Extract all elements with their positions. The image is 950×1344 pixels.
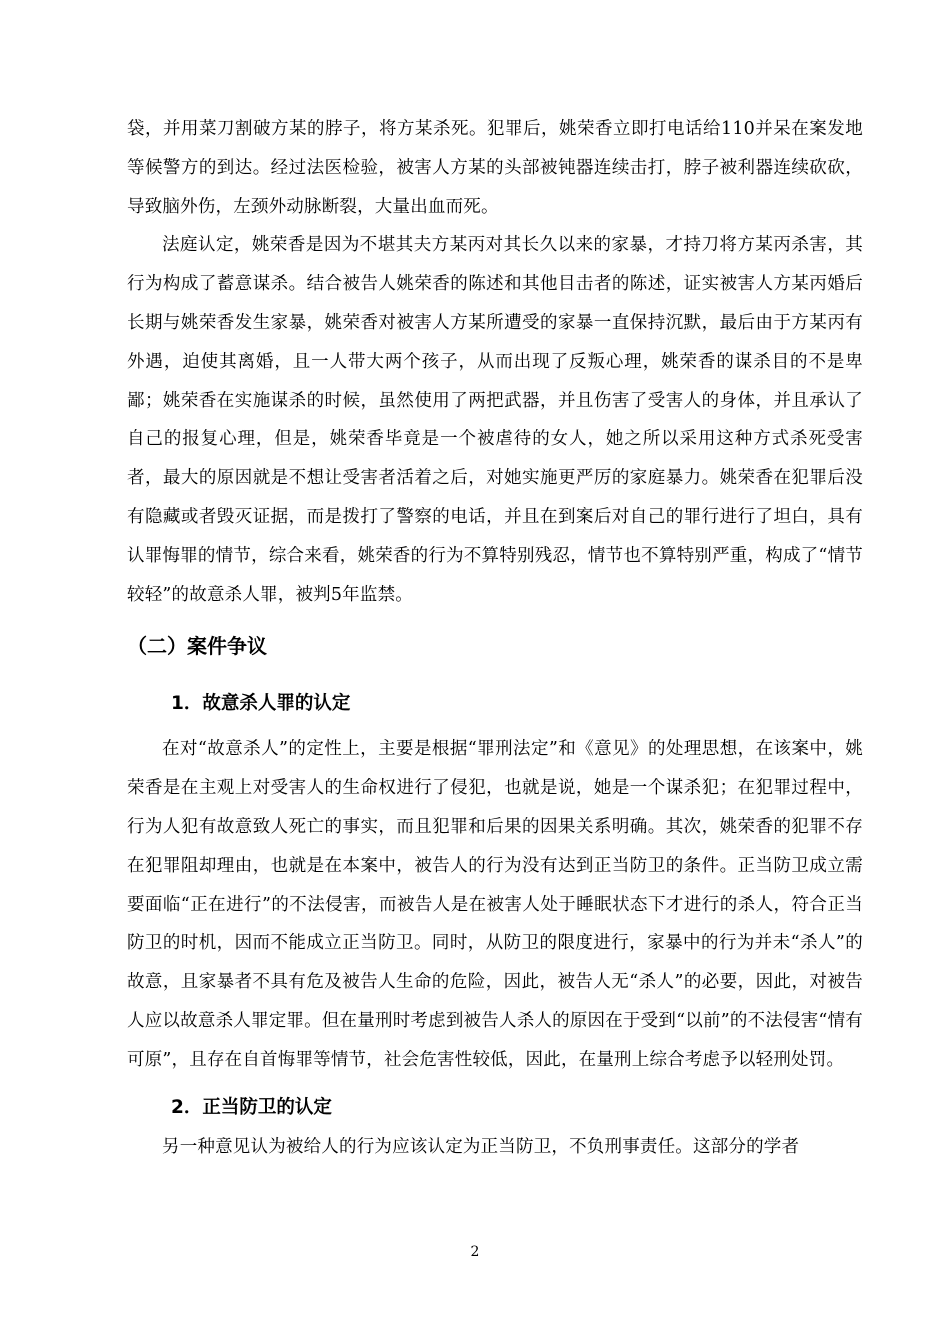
body-paragraph-1: 袋，并用菜刀割破方某的脖子，将方某杀死。犯罪后，姚荣香立即打电话给110并呆在案发地等候警方的到达。经过法医检验，被害人方某的头部被钝器连续击打，脖子被利器连续砍砍，导致脑外伤，左颈外动脉断裂，大量出血而死。 xyxy=(127,119,863,217)
body-paragraph-3: 在对“故意杀人”的定性上，主要是根据“罪刑法定”和《意见》的处理思想，在该案中，姚荣香是在主观上对受害人的生命权进行了侵犯，也就是说，她是一个谋杀犯；在犯罪过程中，行为人犯有故意致人死亡的事实，而且犯罪和后果的因果关系明确。其次，姚荣香的犯罪不存在犯罪阻却理由，也就是在本案中，被告人的行为没有达到正当防卫的条件。正当防卫成立需要面临“正在进行”的不法侵害，而被告人是在被害人处于睡眠状态下才进行的杀人，符合正当防卫的时机，因而不能成立正当防卫。同时，从防卫的限度进行，家暴中的行为并未“杀人”的故意，且家暴者不具有危及被告人生命的危险，因此，被告人无“杀人”的必要，因此，对被告人应以故意杀人罪定罪。但在量刑时考虑到被告人杀人的原因在于受到“以前”的不法侵害“情有可原”，且存在自首悔罪等情节，社会危害性较低，因此，在量刑上综合考虑予以轻刑处罚。 xyxy=(127,739,863,1070)
document-page xyxy=(127,110,863,1166)
section-heading: （二）案件争议 xyxy=(127,634,267,659)
subheading-intentional-homicide: 1．故意杀人罪的认定 xyxy=(171,693,351,715)
subheading-self-defense: 2．正当防卫的认定 xyxy=(171,1096,332,1118)
body-paragraph-4: 另一种意见认为被给人的行为应该认定为正当防卫，不负刑事责任。这部分的学者 xyxy=(162,1136,800,1157)
page-number: 2 xyxy=(470,1244,480,1260)
body-paragraph-2: 法庭认定，姚荣香是因为不堪其夫方某丙对其长久以来的家暴，才持刀将方某丙杀害，其行为构成了蓄意谋杀。结合被告人姚荣香的陈述和其他目击者的陈述，证实被害人方某丙婚后长期与姚荣香发生家暴，姚荣香对被害人方某所遭受的家暴一直保持沉默，最后由于方某丙有外遇，迫使其离婚，且一人带大两个孩子，从而出现了反叛心理，姚荣香的谋杀目的不是卑鄙；姚荣香在实施谋杀的时候，虽然使用了两把武器，并且伤害了受害人的身体，并且承认了自己的报复心理，但是，姚荣香毕竟是一个被虐待的女人，她之所以采用这种方式杀死受害者，最大的原因就是不想让受害者活着之后，对她实施更严厉的家庭暴力。姚荣香在犯罪后没有隐藏或者毁灭证据，而是拨打了警察的电话，并且在到案后对自己的罪行进行了坦白，具有认罪悔罪的情节，综合来看，姚荣香的行为不算特别残忍，情节也不算特别严重，构成了“情节较轻”的故意杀人罪，被判5年监禁。 xyxy=(127,235,863,605)
